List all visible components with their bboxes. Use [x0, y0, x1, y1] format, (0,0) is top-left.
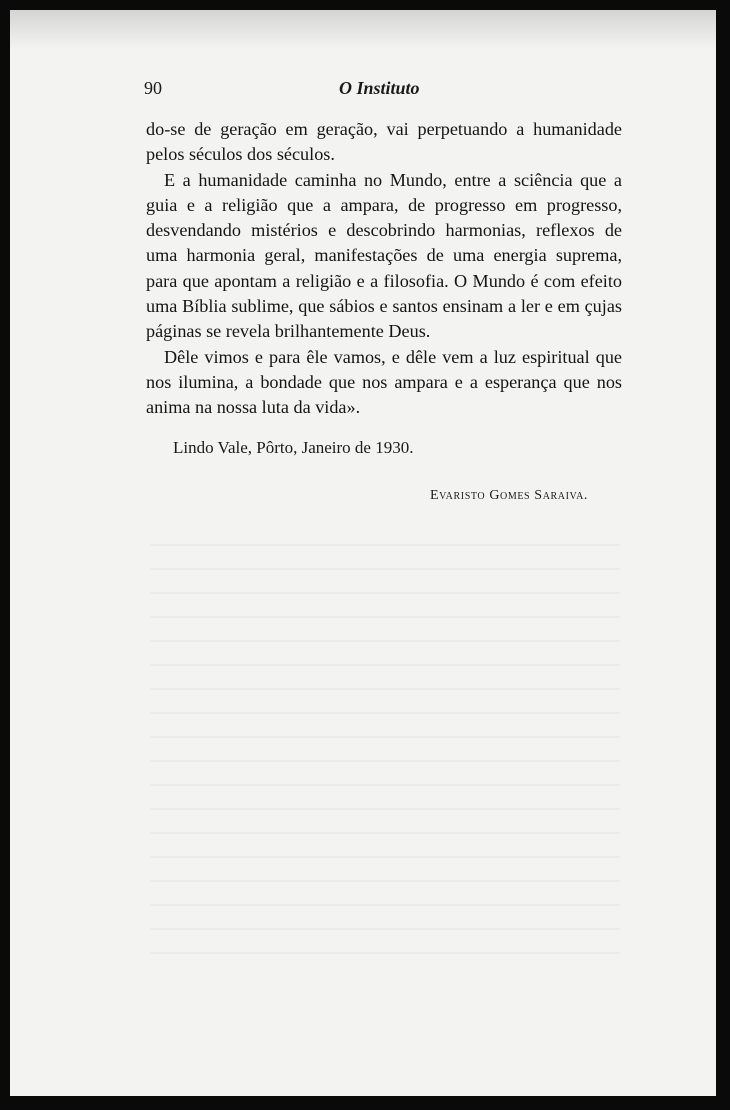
- bleed-through-texture: [150, 530, 620, 960]
- paragraph-continuation: do-se de geração em geração, vai perpetuando a humanidade pelos séculos dos séculos.: [146, 119, 622, 165]
- dateline: Lindo Vale, Pôrto, Janeiro de 1930.: [173, 438, 414, 457]
- page-header: [144, 78, 622, 108]
- author-signature: Evaristo Gomes Saraiva.: [430, 488, 588, 503]
- book-page: [10, 10, 716, 1096]
- running-title: O Instituto: [339, 78, 420, 98]
- page-number: 90: [144, 78, 162, 98]
- paragraph-dele-vimos: Dêle vimos e para êle vamos, e dêle vem a luz espiritual que nos ilumina, a bondade que nos ampara e a esperança que nos anima na nossa luta da vida».: [146, 346, 622, 418]
- paragraph-humanidade: E a humanidade caminha no Mundo, entre a sciência que a guia e a religião que a ampara, de progresso em progresso, desvendando mistérios e descobrindo harmonias, reflexos de uma harmonia geral, manifestações de uma energia suprema, para que apontam a religião e a filosofia. O Mundo é com efeito uma Bíblia sublime, que sábios e santos ensinam a ler e em çujas páginas se revela brilhantemente Deus.: [146, 169, 622, 342]
- body-text: [146, 117, 622, 421]
